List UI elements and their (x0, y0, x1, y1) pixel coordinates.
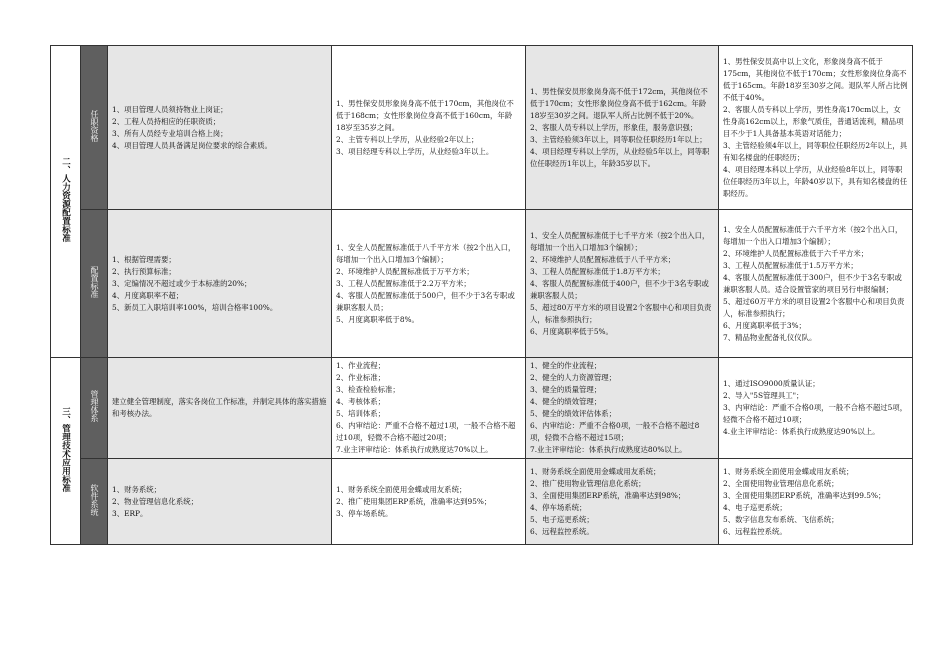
cell-qual-level2 (526, 46, 719, 210)
cell-line: 4.业主评审结论：体系执行成熟度达90%以上。 (723, 427, 880, 436)
cell-line: 1、财务系统全面使用金蝶或用友系统； (530, 466, 661, 476)
cell-line: 4、客服人员配置标准低于500户，但不少于3名专职或兼职客服人员； (336, 290, 515, 312)
cell-line: 3、项目经理专科以上学历，从业经验3年以上。 (336, 146, 494, 156)
cell-line: 2、导入"5S管理具工"； (723, 391, 804, 400)
cell-staff-level3 (719, 210, 913, 358)
cell-line: 2、执行预算标准； (112, 266, 176, 276)
cell-line: 1、根据管理需要； (112, 254, 176, 264)
cell-line: 4、项目管理人员具备满足岗位要求的综合素质。 (112, 140, 272, 150)
cell-line: 2、推广使用集团ERP系统，准确率达到95%； (336, 496, 492, 506)
row-staffing (51, 210, 913, 358)
cell-line: 4、考核体系； (336, 397, 386, 406)
cell-qual-level3 (719, 46, 913, 210)
cell-mgmt-level3 (719, 358, 913, 459)
cell-line: 6、月度离职率低于3%； (723, 320, 806, 330)
cell-line: 3、ERP。 (112, 508, 148, 518)
cell-line: 2、健全的人力资源管理； (530, 373, 617, 382)
cell-line: 1、财务系统； (112, 484, 162, 494)
cell-soft-basic (108, 459, 332, 545)
section-title-tech: 三、管理技术应用标准 (51, 358, 81, 545)
cell-line: 2、环境维护人员配置标准低于万平方米； (336, 266, 474, 276)
cell-line: 1、财务系统全面使用金蝶或用友系统； (336, 484, 467, 494)
cell-staff-level1 (332, 210, 526, 358)
cell-soft-level1 (332, 459, 526, 545)
cell-line: 1、安全人员配置标准低于六千平方米（按2个出入口，每增加一个出入口增加3个编制）； (723, 224, 903, 246)
cell-staff-basic (108, 210, 332, 358)
section-title-hr: 二、人力资源配置标准 (51, 46, 81, 358)
cell-line: 3、停车场系统。 (336, 508, 393, 518)
cell-line: 1、男性保安员形象岗身高不低于170cm，其他岗位不低于168cm；女性形象岗位身高不低于160cm，年龄18岁至35岁之间。 (336, 98, 514, 132)
row-software (51, 459, 913, 545)
cell-line: 2、客服人员专科以上学历，形象佳，服务意识强； (530, 122, 698, 132)
row-label-management: 管理体系 (81, 358, 108, 459)
cell-line: 6、远程监控系统。 (723, 526, 787, 536)
cell-line: 2、推广使用物业管理信息化系统； (530, 478, 646, 488)
cell-line: 4、客服人员配置标准低于400户，但不少于3名专职或兼职客服人员； (530, 278, 709, 300)
cell-line: 4、项目经理本科以上学历，从业经验8年以上，同等职位任职经历3年以上，年龄40岁以下，具有知名楼盘的任职经历。 (723, 164, 908, 198)
cell-line: 1、男性保安员形象岗身高不低于172cm，其他岗位不低于170cm；女性形象岗位身高不低于162cm。年龄18岁至30岁之间。退队军人所占比例不低于20%。 (530, 86, 708, 120)
cell-line: 5、超过80万平方米的项目设置2个客服中心和项目负责人，标准参照执行； (530, 302, 712, 324)
cell-soft-level3 (719, 459, 913, 545)
cell-line: 建立健全管理制度，落实各岗位工作标准，并制定具体的落实措施和考核办法。 (112, 397, 327, 418)
cell-line: 3、健全的质量管理； (530, 385, 602, 394)
cell-line: 1、安全人员配置标准低于七千平方米（按2个出入口，每增加一个出入口增加3个编制）； (530, 230, 710, 252)
cell-line: 4、客服人员配置标准低于300户，但不少于3名专职或兼职客服人员。适合设置管家的项目另行申报编制； (723, 272, 902, 294)
standards-table (50, 45, 913, 545)
cell-line: 5、月度离职率低于8%。 (336, 314, 419, 324)
cell-line: 1、通过ISO9000质量认证； (723, 379, 820, 388)
cell-line: 3、工程人员配置标准低于2.2万平方米； (336, 278, 471, 288)
cell-line: 6、内审结论：严重不合格不超过1项，一般不合格不超过10项，轻微不合格不超过20项； (336, 421, 516, 442)
cell-line: 5、电子巡更系统； (530, 514, 594, 524)
cell-line: 6、月度离职率低于5%。 (530, 326, 613, 336)
cell-line: 2、工程人员持相应的任职资质； (112, 116, 221, 126)
cell-qual-basic (108, 46, 332, 210)
cell-line: 1、财务系统全面使用金蝶或用友系统； (723, 466, 854, 476)
row-qualifications (51, 46, 913, 210)
cell-soft-level2 (526, 459, 719, 545)
cell-line: 6、远程监控系统。 (530, 526, 594, 536)
cell-line: 4、健全的绩效管理； (530, 397, 602, 406)
cell-line: 5、数字信息发布系统、飞信系统； (723, 514, 839, 524)
cell-line: 3、所有人员经专业培训合格上岗； (112, 128, 228, 138)
cell-line: 4、月度离职率不超； (112, 290, 184, 300)
row-label-qualifications: 任职资格 (81, 46, 108, 210)
cell-line: 2、作业标准； (336, 373, 386, 382)
cell-line: 3、主管经验须4年以上，同等职位任职经历2年以上，具有知名楼盘的任职经历； (723, 140, 908, 162)
row-management-system (51, 358, 913, 459)
cell-line: 4、电子巡更系统； (723, 502, 787, 512)
cell-line: 2、物业管理信息化系统； (112, 496, 199, 506)
cell-mgmt-level1 (332, 358, 526, 459)
cell-line: 3、主管经验须3年以上，同等职位任职经历1年以上； (530, 134, 707, 144)
cell-line: 3、定编情况不超过或少于本标准的20%； (112, 278, 252, 288)
cell-line: 1、安全人员配置标准低于八千平方米（按2个出入口，每增加一个出入口增加3个编制）； (336, 242, 516, 264)
cell-line: 1、作业流程； (336, 361, 386, 370)
cell-line: 3、全面使用集团ERP系统，准确率达到99.5%； (723, 490, 886, 500)
cell-line: 6、内审结论：严重不合格0项，一般不合格不超过8项，轻微不合格不超过15项； (530, 421, 700, 442)
cell-staff-level2 (526, 210, 719, 358)
cell-mgmt-basic (108, 358, 332, 459)
row-label-staffing: 配置标准 (81, 210, 108, 358)
cell-line: 1、项目管理人员须持物业上岗证； (112, 104, 228, 114)
cell-qual-level1 (332, 46, 526, 210)
cell-line: 1、健全的作业流程； (530, 361, 602, 370)
cell-line: 4、停车场系统； (530, 502, 587, 512)
cell-line: 5、健全的绩效评估体系； (530, 409, 617, 418)
cell-line: 7、精品物业配备礼仪仪队。 (723, 332, 817, 342)
cell-mgmt-level2 (526, 358, 719, 459)
cell-line: 2、环境维护人员配置标准低于八千平方米； (530, 254, 676, 264)
row-label-software: 软件系统 (81, 459, 108, 545)
cell-line: 3、工程人员配置标准低于1.8万平方米； (530, 266, 665, 276)
cell-line: 3、内审结论：严重不合格0项，一般不合格不超过5项，轻微不合格不超过10项； (723, 403, 908, 424)
cell-line: 7.业主评审结论：体系执行成熟度达80%以上。 (530, 445, 687, 454)
cell-line: 2、主管专科以上学历，从业经验2年以上； (336, 134, 479, 144)
cell-line: 2、环境维护人员配置标准低于六千平方米； (723, 248, 869, 258)
cell-line: 3、检查检验标准； (336, 385, 400, 394)
cell-line: 4、项目经理专科以上学历，从业经验5年以上，同等职位任职经历1年以上，年龄35岁以下。 (530, 146, 710, 168)
cell-line: 5、超过60万平方米的项目设置2个客服中心和项目负责人，标准参照执行； (723, 296, 905, 318)
cell-line: 5、新员工入职培训率100%，培训合格率100%。 (112, 302, 278, 312)
cell-line: 3、全面使用集团ERP系统，准确率达到98%； (530, 490, 686, 500)
cell-line: 1、男性保安员高中以上文化，形象岗身高不低于175cm，其他岗位不低于170cm；女性形象岗位身高不低于165cm。年龄18岁至30岁之间。退队军人所占比例不低于40%。 (723, 56, 908, 102)
cell-line: 2、客服人员专科以上学历，男性身高170cm以上，女性身高162cm以上，形象气质佳，普通话流利，精品项目不少于1人具备基本英语对话能力； (723, 104, 904, 138)
cell-line: 7.业主评审结论：体系执行成熟度达70%以上。 (336, 445, 493, 454)
cell-line: 2、全面使用物业管理信息化系统； (723, 478, 839, 488)
cell-line: 3、工程人员配置标准低于1.5万平方米； (723, 260, 858, 270)
cell-line: 5、培训体系； (336, 409, 386, 418)
